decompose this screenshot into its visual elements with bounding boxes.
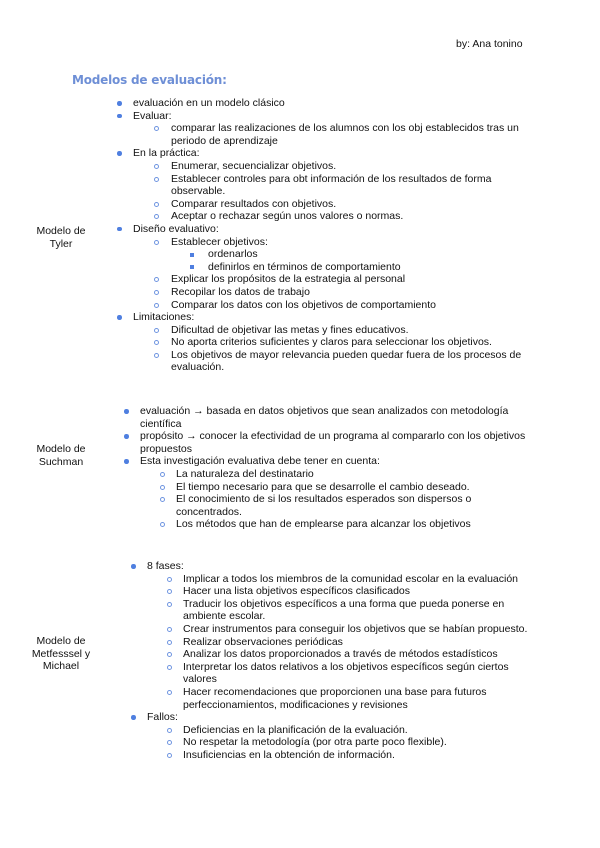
item-text: definirlos en términos de comportamiento (208, 260, 401, 273)
item-text: periodo de aprendizaje (171, 134, 278, 147)
list-item (131, 573, 527, 586)
item-text: Establecer controles para obt información de los resultados de forma (171, 172, 492, 185)
item-text: Analizar los datos proporcionados a través de métodos estadísticos (183, 648, 498, 661)
list-item (124, 468, 525, 481)
page-title: Modelos de evaluación: (72, 73, 227, 87)
bullet-circle-icon (167, 640, 172, 645)
list-item (117, 110, 521, 148)
bullet-circle-icon (154, 214, 159, 219)
list-item (124, 518, 525, 531)
item-text: Esta investigación evaluativa debe tener en cuenta: (140, 455, 380, 468)
item-text: ambiente escolar. (183, 610, 266, 623)
bullet-circle-icon (160, 472, 165, 477)
list-item (117, 261, 521, 274)
list-item (124, 493, 525, 518)
bullet-circle-icon (154, 164, 159, 169)
item-text: Evaluar: (133, 109, 172, 122)
metfessel-label-line: Modelo de (36, 635, 86, 647)
tyler-outline (117, 97, 521, 374)
suchman-label-line: Suchman (38, 455, 84, 468)
metfessel-list (131, 560, 527, 762)
item-text: Dificultad de objetivar las metas y fines educativos. (171, 323, 409, 336)
item-text: ordenarlos (208, 248, 258, 261)
bullet-dot-icon (117, 101, 122, 106)
bullet-circle-icon (167, 740, 172, 745)
bullet-circle-icon (154, 303, 159, 308)
list-item (117, 336, 521, 349)
suchman-label-line: Modelo de (36, 443, 86, 455)
bullet-circle-icon (154, 177, 159, 182)
item-text: evaluación. (171, 361, 225, 374)
bullet-dot-icon (131, 715, 136, 720)
bullet-dot-icon (131, 564, 136, 569)
item-text: 8 fases: (147, 560, 184, 572)
bullet-circle-icon (167, 690, 172, 695)
list-item (124, 405, 525, 430)
list-item (131, 585, 527, 598)
item-text: Comparar resultados con objetivos. (171, 197, 337, 210)
item-text: Realizar observaciones periódicas (183, 635, 343, 648)
list-item (131, 560, 527, 711)
bullet-circle-icon (154, 277, 159, 282)
list-item (117, 97, 521, 110)
list-item (131, 661, 527, 686)
list-item (117, 286, 521, 299)
list-item (131, 711, 527, 761)
item-text: perfeccionamientos, modificaciones y revisiones (183, 698, 408, 711)
bullet-dot-icon (124, 409, 129, 414)
item-text: Crear instrumentos para conseguir los objetivos que se habían propuesto. (183, 622, 528, 635)
bullet-circle-icon (154, 126, 159, 131)
item-text: observable. (171, 185, 226, 198)
item-text: Comparar los datos con los objetivos de comportamiento (171, 298, 436, 311)
list-item (117, 349, 521, 374)
list-item (124, 455, 525, 531)
metfessel-outline (131, 560, 527, 762)
metfessel-label (21, 635, 101, 673)
bullet-circle-icon (154, 340, 159, 345)
bullet-circle-icon (167, 602, 172, 607)
item-text: Los métodos que han de emplearse para alcanzar los objetivos (176, 518, 471, 531)
bullet-dot-icon (124, 434, 129, 439)
tyler-label-line: Modelo de (36, 225, 86, 237)
author-credit: by: Ana tonino (456, 38, 523, 50)
bullet-circle-icon (154, 202, 159, 207)
item-text: Fallos: (147, 711, 178, 724)
list-item (117, 311, 521, 374)
item-text: En la práctica: (133, 147, 200, 160)
item-text: Explicar los propósitos de la estrategia al personal (171, 273, 406, 286)
tyler-label-line: Tyler (49, 237, 73, 250)
list-item (117, 236, 521, 274)
bullet-circle-icon (167, 589, 172, 594)
bullet-dot-icon (117, 227, 122, 232)
list-item (131, 724, 527, 737)
suchman-list (124, 405, 525, 531)
list-item (117, 299, 521, 312)
bullet-dot-icon (117, 151, 122, 156)
item-text: No respetar la metodología (por otra parte poco flexible). (183, 736, 447, 749)
item-text: Implicar a todos los miembros de la comunidad escolar en la evaluación (183, 572, 519, 585)
bullet-square-icon (190, 265, 194, 269)
item-text: evaluación en un modelo clásico (133, 97, 285, 109)
item-text: No aporta criterios suficientes y claros para seleccionar los objetivos. (171, 336, 492, 349)
tyler-label (21, 225, 101, 250)
suchman-outline (124, 405, 525, 531)
item-text: Insuficiencias en la obtención de información. (183, 748, 395, 761)
list-item (124, 430, 525, 455)
bullet-circle-icon (154, 353, 159, 358)
item-text: El conocimiento de si los resultados esperados son dispersos o (176, 493, 472, 506)
bullet-dot-icon (117, 315, 122, 320)
bullet-dot-icon (117, 114, 122, 119)
item-text: Recopilar los datos de trabajo (171, 285, 310, 298)
bullet-circle-icon (167, 577, 172, 582)
list-item (117, 160, 521, 173)
item-text: comparar las realizaciones de los alumnos con los obj establecidos tras un (171, 122, 519, 135)
item-text: Diseño evaluativo: (133, 222, 219, 235)
item-text: Traducir los objetivos específicos a una forma que pueda ponerse en (183, 597, 505, 610)
item-text: propósito → conocer la efectividad de un programa al compararlo con los objetivos (140, 430, 526, 443)
list-item (117, 223, 521, 311)
list-item (124, 481, 525, 494)
item-text: valores (183, 673, 217, 686)
item-text: El tiempo necesario para que se desarrolle el cambio deseado. (176, 480, 470, 493)
item-text: Deficiencias en la planificación de la evaluación. (183, 723, 408, 736)
item-text: Interpretar los datos relativos a los objetivos específicos según ciertos (183, 660, 509, 673)
item-text: científica (140, 417, 182, 430)
bullet-circle-icon (167, 665, 172, 670)
list-item (117, 273, 521, 286)
bullet-square-icon (190, 253, 194, 257)
list-item (131, 686, 527, 711)
list-item (117, 122, 521, 147)
list-item (131, 736, 527, 749)
bullet-circle-icon (167, 652, 172, 657)
list-item (117, 324, 521, 337)
item-text: Enumerar, secuencializar objetivos. (171, 159, 337, 172)
tyler-list (117, 97, 521, 374)
list-item (131, 648, 527, 661)
bullet-circle-icon (160, 522, 165, 527)
item-text: Hacer una lista objetivos específicos clasificados (183, 585, 411, 598)
item-text: concentrados. (176, 505, 242, 518)
bullet-circle-icon (167, 627, 172, 632)
bullet-dot-icon (124, 459, 129, 464)
metfessel-label-line: Metfesssel y (31, 647, 91, 660)
item-text: Los objetivos de mayor relevancia pueden quedar fuera de los procesos de (171, 348, 522, 361)
list-item (131, 598, 527, 623)
list-item (117, 198, 521, 211)
item-text: Establecer objetivos: (171, 235, 268, 248)
list-item (131, 636, 527, 649)
list-item (131, 749, 527, 762)
bullet-circle-icon (167, 753, 172, 758)
bullet-circle-icon (154, 290, 159, 295)
bullet-circle-icon (160, 485, 165, 490)
item-text: Aceptar o rechazar según unos valores o normas. (171, 210, 404, 223)
bullet-circle-icon (154, 240, 159, 245)
list-item (117, 210, 521, 223)
bullet-circle-icon (167, 728, 172, 733)
list-item (131, 623, 527, 636)
item-text: evaluación → basada en datos objetivos que sean analizados con metodología (140, 405, 509, 417)
item-text: La naturaleza del destinatario (176, 467, 314, 480)
bullet-circle-icon (160, 497, 165, 502)
item-text: propuestos (140, 442, 192, 455)
bullet-circle-icon (154, 328, 159, 333)
item-text: Limitaciones: (133, 311, 195, 324)
suchman-label (21, 443, 101, 468)
list-item (117, 173, 521, 198)
metfessel-label-line: Michael (42, 660, 80, 673)
list-item (117, 248, 521, 261)
list-item (117, 147, 521, 223)
item-text: Hacer recomendaciones que proporcionen una base para futuros (183, 685, 487, 698)
